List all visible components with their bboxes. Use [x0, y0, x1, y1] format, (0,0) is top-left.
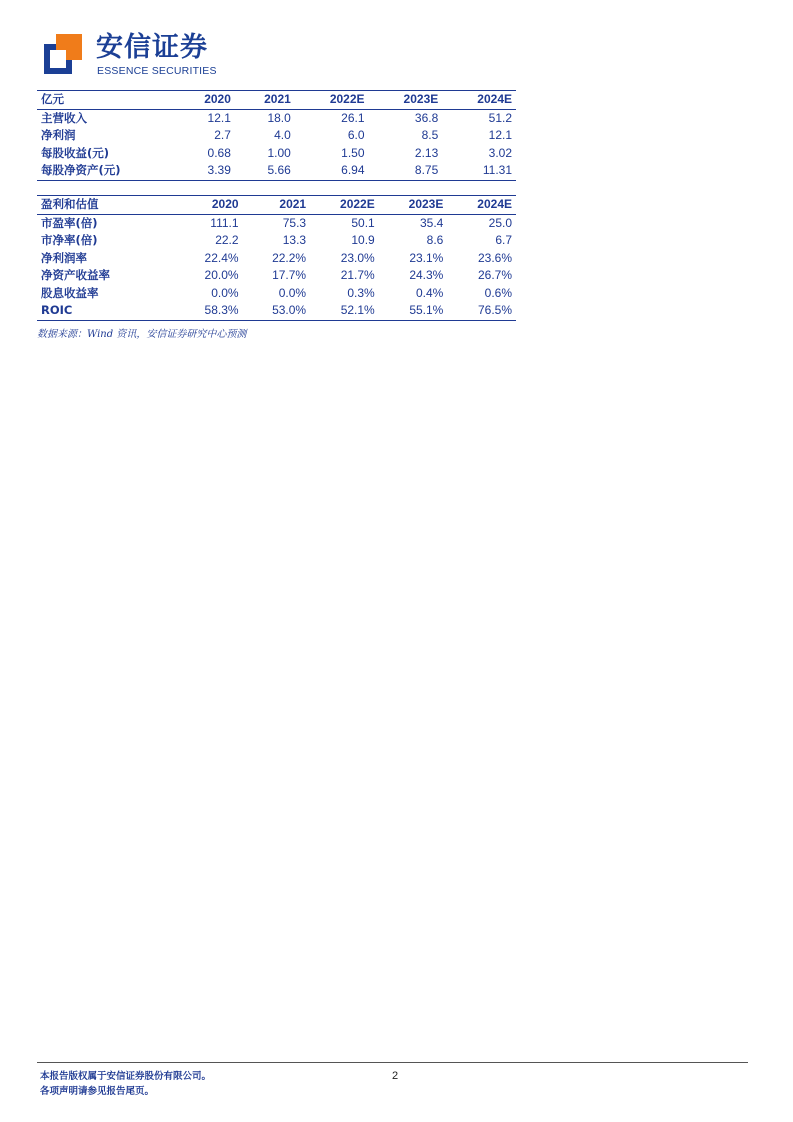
table-cell: 10.9 — [351, 233, 375, 247]
table-cell: 50.1 — [351, 215, 375, 230]
table-cell: 51.2 — [488, 110, 512, 125]
row-label: 市盈率(倍) — [41, 215, 98, 230]
table-cell: 58.3% — [175, 302, 243, 320]
table-row — [37, 214, 516, 232]
table-cell: 2.7 — [214, 128, 231, 142]
table-cell: 22.4% — [204, 250, 239, 265]
company-header — [44, 32, 244, 80]
table-cell: 1.00 — [267, 145, 291, 160]
table-cell: 26.7% — [477, 268, 512, 282]
table-row — [37, 232, 516, 250]
table-cell: 35.4 — [419, 215, 444, 230]
row-label: 每股净资产(元) — [37, 162, 175, 180]
header-cell: 2022E — [310, 196, 379, 215]
table-cell: 24.3% — [409, 268, 444, 282]
header-cell: 2020 — [175, 91, 235, 110]
table-row — [37, 302, 516, 320]
table-row — [37, 127, 516, 145]
table-cell: 22.2% — [272, 250, 307, 265]
table-cell: 3.39 — [175, 162, 235, 180]
footer-disclaimer — [40, 1069, 211, 1099]
table-header-row — [37, 196, 516, 215]
table-row — [37, 285, 516, 303]
row-label: ROIC — [37, 302, 175, 320]
table-cell: 8.75 — [369, 162, 443, 180]
table-cell: 0.6% — [484, 285, 512, 300]
header-cell: 2021 — [243, 196, 311, 215]
table-cell: 23.0% — [340, 250, 375, 265]
header-cell: 2023E — [369, 91, 443, 110]
table-cell: 25.0 — [488, 215, 512, 230]
table-cell: 12.1 — [207, 110, 231, 125]
table-cell: 111.1 — [210, 215, 239, 230]
row-label: 净资产收益率 — [41, 268, 110, 282]
row-label: 股息收益率 — [41, 285, 99, 300]
table-row — [37, 145, 516, 163]
table-cell: 0.3% — [347, 285, 375, 300]
table-cell: 3.02 — [488, 145, 512, 160]
table-row — [37, 267, 516, 285]
table-cell: 4.0 — [274, 128, 291, 142]
table-cell: 5.66 — [235, 162, 295, 180]
table-cell: 18.0 — [267, 110, 291, 125]
table-cell: 23.1% — [409, 250, 444, 265]
table-cell: 0.0% — [278, 285, 307, 300]
row-label: 主营收入 — [41, 110, 87, 125]
header-cell: 2020 — [175, 196, 243, 215]
table-row — [37, 162, 516, 180]
table-cell: 22.2 — [215, 233, 239, 247]
table-cell: 52.1% — [310, 302, 379, 320]
table-cell: 11.31 — [442, 162, 516, 180]
table-cell: 23.6% — [477, 250, 512, 265]
footer-declaration-note: 各项声明请参见报告尾页。 — [40, 1086, 155, 1097]
table-cell: 6.7 — [495, 233, 512, 247]
header-cell: 2024E — [442, 91, 516, 110]
valuation-table — [37, 195, 516, 321]
header-cell: 2024E — [447, 196, 516, 215]
table-cell: 0.0% — [211, 285, 239, 300]
table-cell: 36.8 — [414, 110, 439, 125]
row-label: 每股收益(元) — [41, 145, 110, 160]
table-cell: 17.7% — [272, 268, 307, 282]
row-label: 净利润 — [41, 128, 76, 142]
row-label: 净利润率 — [41, 250, 87, 265]
header-cell: 亿元 — [37, 91, 175, 110]
table-cell: 26.1 — [341, 110, 365, 125]
table-cell: 1.50 — [341, 145, 365, 160]
footer-divider — [37, 1062, 748, 1063]
table-cell: 12.1 — [488, 128, 512, 142]
essence-logo-icon — [44, 34, 82, 74]
footer-copyright: 本报告版权属于安信证券股份有限公司。 — [40, 1071, 212, 1082]
table-cell: 20.0% — [204, 268, 239, 282]
table-header-row — [37, 91, 516, 110]
table-cell: 0.4% — [415, 285, 444, 300]
table-cell: 8.6 — [426, 233, 444, 247]
header-cell: 2023E — [379, 196, 448, 215]
table-cell: 53.0% — [243, 302, 311, 320]
table-cell: 8.5 — [421, 128, 439, 142]
table-cell: 75.3 — [282, 215, 307, 230]
page-number: 2 — [392, 1070, 399, 1082]
row-label: 市净率(倍) — [41, 233, 98, 247]
table-cell: 0.68 — [207, 145, 231, 160]
table-row — [37, 109, 516, 127]
table-cell: 2.13 — [414, 145, 439, 160]
table-cell: 76.5% — [447, 302, 516, 320]
table-cell: 55.1% — [379, 302, 448, 320]
header-cell: 盈利和估值 — [37, 196, 175, 215]
table-cell: 13.3 — [282, 233, 307, 247]
header-cell: 2021 — [235, 91, 295, 110]
financial-summary-table — [37, 90, 516, 181]
table-cell: 6.94 — [295, 162, 369, 180]
table-cell: 21.7% — [340, 268, 375, 282]
data-source-note: 数据来源：Wind 资讯，安信证券研究中心预测 — [37, 329, 247, 340]
brand-name-en: ESSENCE SECURITIES — [97, 65, 217, 77]
table-row — [37, 250, 516, 268]
header-cell: 2022E — [295, 91, 369, 110]
table-cell: 6.0 — [347, 128, 365, 142]
brand-name-cn: 安信证券 — [96, 32, 208, 63]
